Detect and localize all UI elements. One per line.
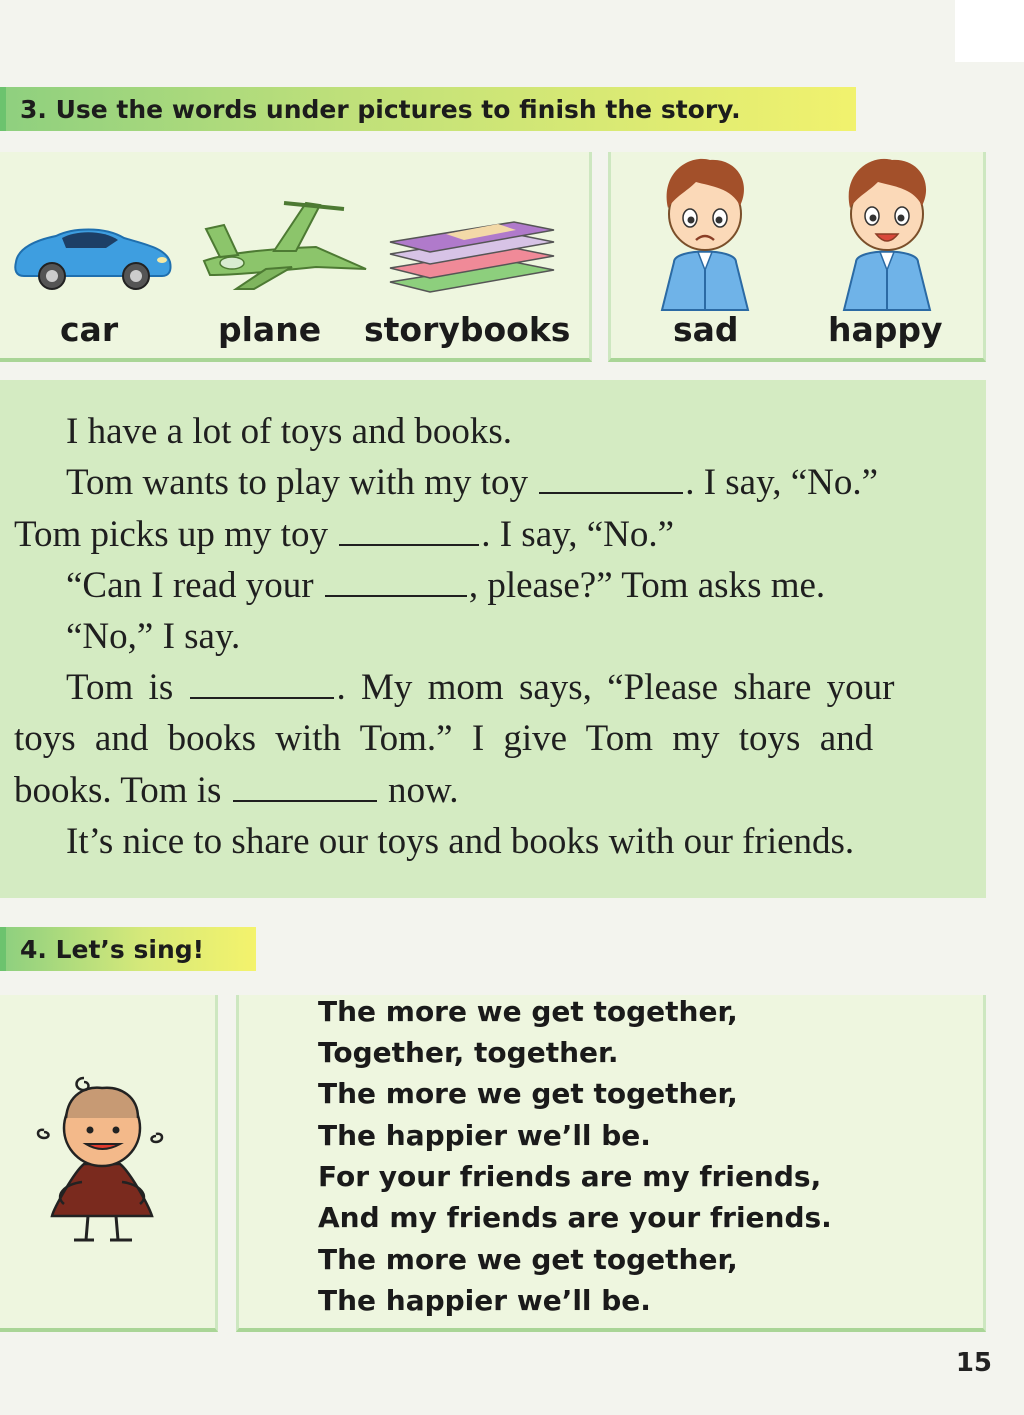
story-line-7: toys and books with Tom.” I give Tom my toys and: [14, 718, 874, 759]
story-line-2-end: . I say, “No.”: [685, 462, 879, 503]
story-line-4: [66, 564, 825, 607]
happy-boy-icon: [822, 152, 952, 312]
section-4-title: 4. Let’s sing!: [0, 927, 256, 971]
story-line-3-start: Tom picks up my toy: [14, 514, 328, 555]
lyric-line-5: For your friends are my friends,: [318, 1160, 822, 1193]
car-icon: [12, 218, 174, 292]
lyric-line-6: And my friends are your friends.: [318, 1201, 832, 1234]
story-line-6: [66, 666, 895, 709]
lyric-line-7: The more we get together,: [318, 1243, 738, 1276]
story-line-5: “No,” I say.: [66, 616, 241, 657]
word-sad: sad: [673, 310, 739, 349]
word-plane: plane: [218, 310, 322, 349]
blank-5: [233, 799, 377, 802]
story-line-8: [14, 769, 459, 812]
story-line-3-end: . I say, “No.”: [481, 514, 675, 555]
story-line-3: [14, 513, 674, 556]
story-line-8-start: books. Tom is: [14, 770, 222, 811]
word-car: car: [60, 310, 119, 349]
storybooks-icon: [386, 204, 558, 296]
story-line-4-end: , please?” Tom asks me.: [468, 565, 826, 606]
lyric-line-3: The more we get together,: [318, 1077, 738, 1110]
section-3-title: 3. Use the words under pictures to finish the story.: [0, 87, 856, 131]
page-number: 15: [955, 1348, 992, 1378]
lyric-line-1: The more we get together,: [318, 995, 738, 1028]
blank-1: [539, 491, 683, 494]
word-storybooks: storybooks: [364, 310, 571, 349]
story-line-2: [66, 461, 878, 504]
lyric-line-2: Together, together.: [318, 1036, 619, 1069]
story-line-9: It’s nice to share our toys and books with our friends.: [66, 821, 855, 862]
corner-patch: [955, 0, 1024, 62]
story-line-1: I have a lot of toys and books.: [66, 411, 512, 452]
story-line-6-end: . My mom says, “Please share your: [336, 667, 895, 708]
lyric-line-4: The happier we’ll be.: [318, 1119, 651, 1152]
plane-icon: [196, 195, 370, 291]
story-line-4-start: “Can I read your: [66, 565, 314, 606]
story-line-6-start: Tom is: [66, 667, 174, 708]
blank-2: [339, 543, 479, 546]
girl-icon: [34, 1072, 170, 1248]
sad-boy-icon: [640, 152, 770, 312]
story-line-8-end: now.: [387, 770, 459, 811]
lyric-line-8: The happier we’ll be.: [318, 1284, 651, 1317]
story-line-2-start: Tom wants to play with my toy: [66, 462, 528, 503]
word-happy: happy: [828, 310, 943, 349]
blank-3: [325, 594, 467, 597]
blank-4: [190, 696, 334, 699]
